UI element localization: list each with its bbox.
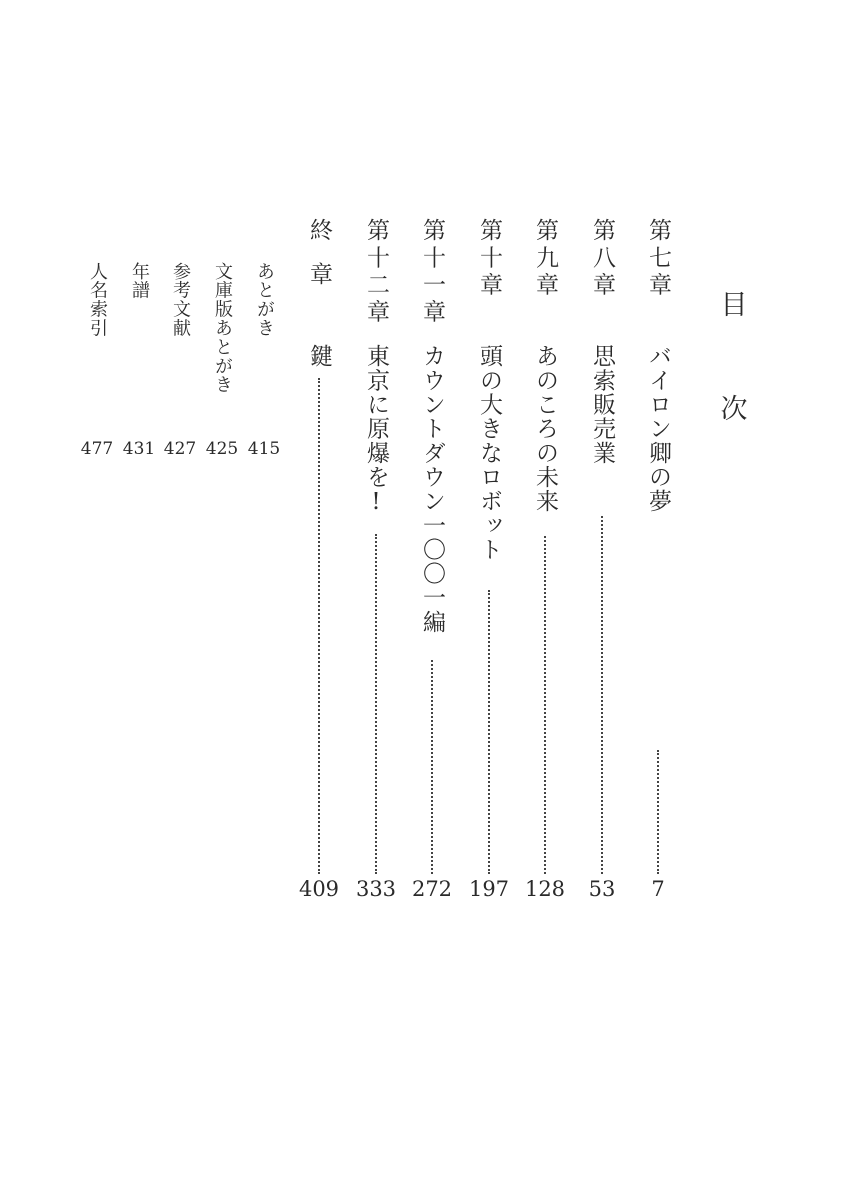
- toc-entry-final-chapter[interactable]: [298, 218, 340, 904]
- chapter-number: 第七章: [645, 218, 671, 300]
- toc-entry-chapter-10[interactable]: [468, 218, 510, 904]
- chronology-page-number: 431: [122, 439, 156, 459]
- toc-entry-references[interactable]: 参考文献: [170, 262, 191, 338]
- dot-leader: [544, 536, 546, 874]
- dot-leader: [488, 590, 490, 874]
- chapter-title: 頭の大きなロボット: [476, 344, 502, 562]
- chapter-page-number: 409: [298, 877, 340, 901]
- chapter-number: 第九章: [532, 218, 558, 300]
- name-index-page-number: 477: [80, 439, 114, 459]
- chapter-page-number: 7: [651, 877, 665, 901]
- chapter-title: カウントダウン一〇〇一編: [419, 344, 445, 634]
- toc-entry-afterword[interactable]: あとがき: [254, 262, 275, 338]
- dot-leader: [657, 750, 659, 874]
- chapter-page-number: 128: [524, 877, 566, 901]
- toc-heading-char-2: 次: [720, 394, 748, 425]
- chapter-page-number: 272: [411, 877, 453, 901]
- dot-leader: [431, 660, 433, 874]
- chapter-number: 第十一章: [419, 218, 445, 327]
- chapter-page-number: 197: [468, 877, 510, 901]
- chapter-number: 第十二章: [363, 218, 389, 327]
- toc-heading: [716, 288, 752, 428]
- chapter-title: 思索販売業: [589, 344, 615, 465]
- dot-leader: [601, 516, 603, 874]
- paperback-afterword-page-number: 425: [205, 439, 239, 459]
- chapter-title: あのころの未来: [532, 344, 558, 514]
- references-page-number: 427: [163, 439, 197, 459]
- chapter-title: バイロン卿の夢: [645, 344, 671, 514]
- afterword-page-number: 415: [247, 439, 281, 459]
- toc-entry-chapter-12[interactable]: [355, 218, 397, 904]
- toc-heading-char-1: 目: [720, 290, 748, 321]
- chapter-page-number: 53: [588, 877, 616, 901]
- chapter-number: 第十章: [476, 218, 502, 300]
- chapter-number: 第八章: [589, 218, 615, 300]
- chapter-title: 東京に原爆を!: [363, 344, 389, 517]
- chapter-title: 鍵: [306, 344, 332, 369]
- toc-entry-chapter-7[interactable]: [641, 218, 675, 904]
- dot-leader: [318, 378, 320, 874]
- toc-entry-chronology[interactable]: 年譜: [129, 262, 150, 300]
- toc-entry-name-index[interactable]: 人名索引: [87, 262, 108, 338]
- dot-leader: [375, 534, 377, 874]
- toc-entry-chapter-9[interactable]: [524, 218, 566, 904]
- toc-entry-chapter-8[interactable]: [585, 218, 619, 904]
- toc-entry-paperback-afterword[interactable]: 文庫版あとがき: [212, 262, 233, 395]
- toc-entry-chapter-11[interactable]: [411, 218, 453, 904]
- chapter-number: 終章: [306, 218, 332, 306]
- chapter-page-number: 333: [355, 877, 397, 901]
